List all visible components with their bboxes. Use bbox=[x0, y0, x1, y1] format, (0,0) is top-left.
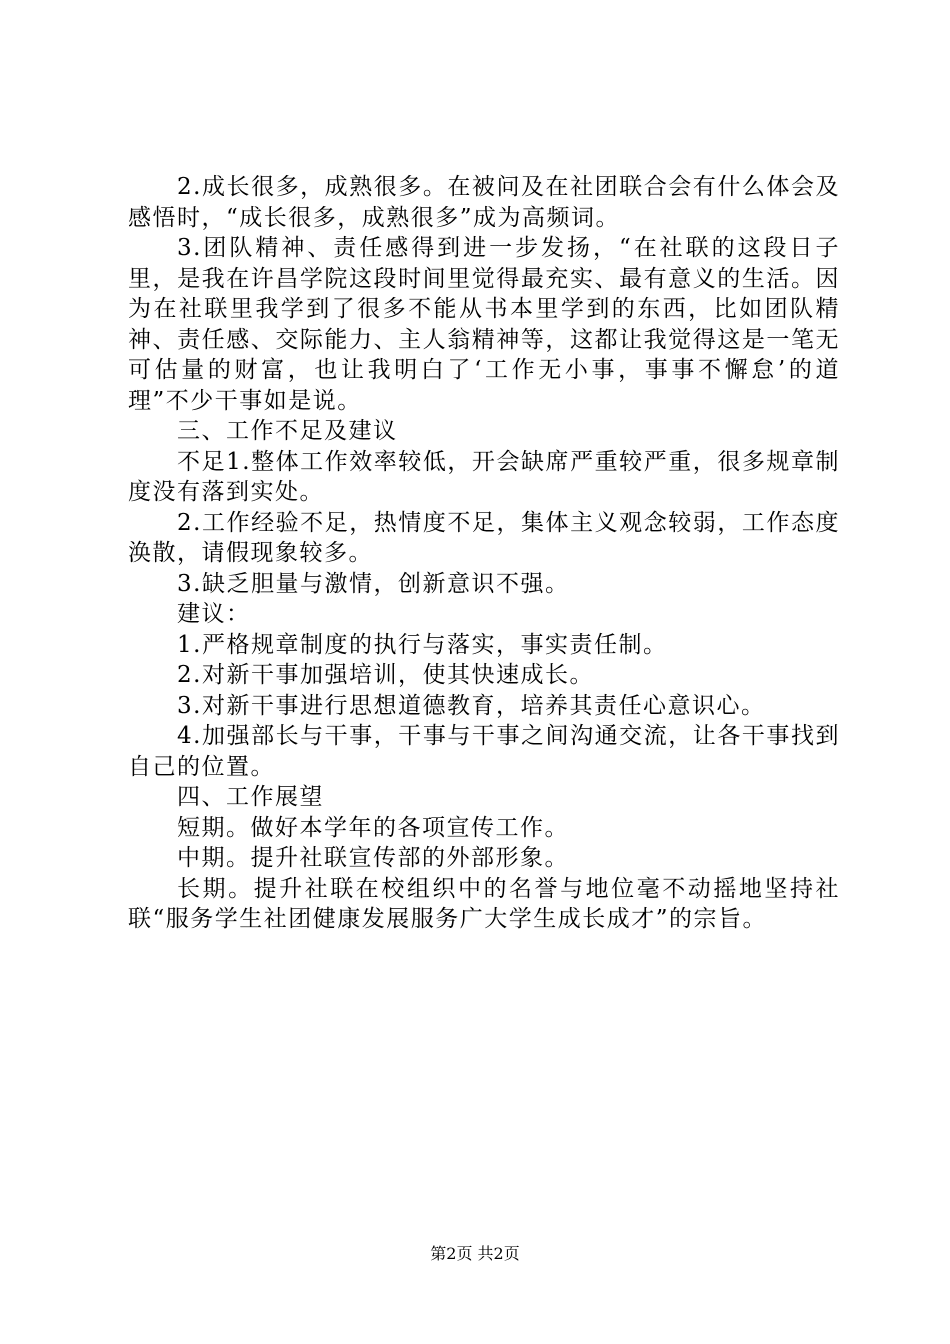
paragraph-short-term: 短期。做好本学年的各项宣传工作。 bbox=[177, 814, 569, 841]
label-suggestions: 建议： bbox=[177, 601, 251, 627]
paragraph-long-term: 长期。提升社联在校组织中的名誉与地位毫不动摇地坚持社联“服务学生社团健康发展服务广大学生成长成才”的宗旨。 bbox=[128, 875, 840, 932]
paragraph-shortcoming-3: 3.缺乏胆量与激情，创新意识不强。 bbox=[177, 570, 570, 597]
paragraph-growth: 2.成长很多，成熟很多。在被问及在社团联合会有什么体会及感悟时，“成长很多，成熟很多”成为高频词。 bbox=[128, 174, 840, 231]
paragraph-suggestion-2: 2.对新干事加强培训，使其快速成长。 bbox=[177, 662, 594, 688]
paragraph-shortcoming-1: 不足1.整体工作效率较低，开会缺席严重较严重，很多规章制度没有落到实处。 bbox=[128, 448, 840, 505]
paragraph-team-spirit: 3.团队精神、责任感得到进一步发扬，“在社联的这段日子里，是我在许昌学院这段时间里觉得最充实、最有意义的生活。因为在社联里我学到了很多不能从书本里学到的东西，比如团队精神、责任感、交际能力、主人翁精神等，这都让我觉得这是一笔无可估量的财富，也让我明白了‘工作无小事，事事不懈怠’的道理”不少干事如是说。 bbox=[128, 235, 840, 414]
section-heading-shortcomings: 三、工作不足及建议 bbox=[177, 418, 398, 444]
paragraph-suggestion-3: 3.对新干事进行思想道德教育，培养其责任心意识心。 bbox=[177, 692, 766, 719]
paragraph-suggestion-1: 1.严格规章制度的执行与落实，事实责任制。 bbox=[177, 631, 668, 658]
section-heading-outlook: 四、工作展望 bbox=[177, 784, 324, 810]
document-body bbox=[128, 172, 840, 935]
page-number-footer: 第2页 共2页 bbox=[430, 1244, 520, 1263]
paragraph-shortcoming-2: 2.工作经验不足，热情度不足，集体主义观念较弱，工作态度涣散，请假现象较多。 bbox=[128, 509, 840, 566]
paragraph-suggestion-4: 4.加强部长与干事，干事与干事之间沟通交流，让各干事找到自己的位置。 bbox=[128, 723, 840, 780]
paragraph-mid-term: 中期。提升社联宣传部的外部形象。 bbox=[177, 845, 569, 871]
